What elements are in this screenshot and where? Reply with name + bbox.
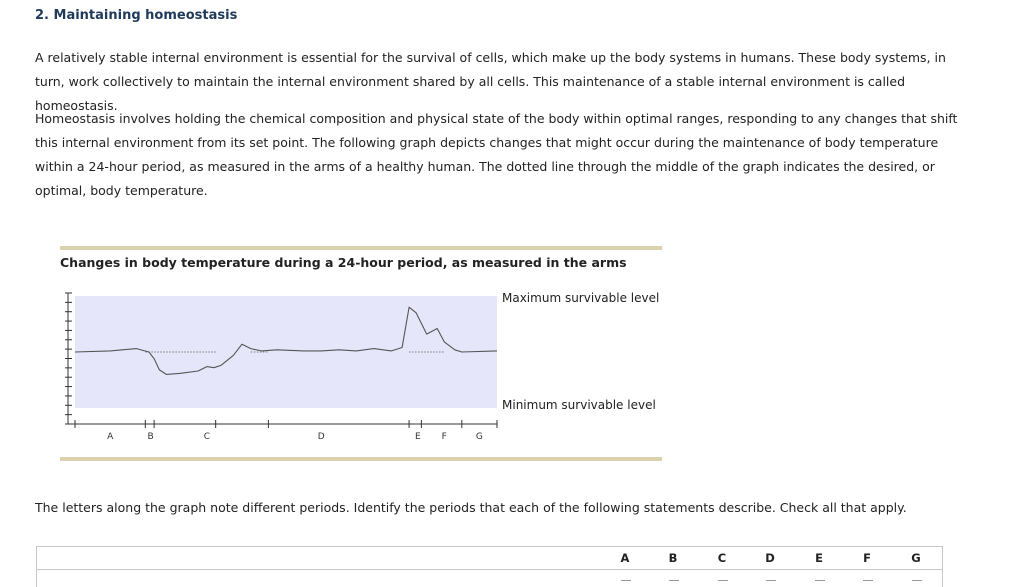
column-header-a: A xyxy=(620,551,630,565)
period-label-f: F xyxy=(441,432,447,442)
chart-title: Changes in body temperature during a 24-hour period, as measured in the arms xyxy=(60,255,627,270)
checkbox-hint-a[interactable] xyxy=(621,580,631,587)
period-label-g: G xyxy=(475,432,483,442)
checkbox-hint-e[interactable] xyxy=(815,580,825,587)
question-title: 2. Maintaining homeostasis xyxy=(35,8,238,23)
column-header-f: F xyxy=(863,551,871,565)
graph-description-paragraph: Homeostasis involves holding the chemical composition and physical state of the body within optimal ranges, responding to any changes that shift this internal environment from its set point. The following graph depicts changes that might occur during the maintenance of body temperature within a 24-hour period, as measured in the arms of a healthy human. The dotted line through the middle of the graph indicates the desired, or optimal, body temperature. xyxy=(35,111,958,198)
period-label-c: C xyxy=(203,432,211,442)
column-header-e: E xyxy=(815,551,823,565)
max-level-label: Maximum survivable level xyxy=(502,291,660,305)
checkbox-hint-c[interactable] xyxy=(718,580,728,587)
period-label-d: D xyxy=(317,432,325,442)
period-label-a: A xyxy=(107,432,114,442)
checkbox-hint-b[interactable] xyxy=(669,580,679,587)
temperature-chart xyxy=(60,246,662,462)
column-header-b: B xyxy=(668,551,678,565)
checkbox-hint-g[interactable] xyxy=(912,580,922,587)
instruction-text: The letters along the graph note different periods. Identify the periods that each of the following statements describe. Check all that apply. xyxy=(35,500,907,515)
chart-bottom-rule xyxy=(60,457,662,461)
min-level-label: Minimum survivable level xyxy=(502,398,656,412)
period-label-e: E xyxy=(415,432,421,442)
checkbox-hint-d[interactable] xyxy=(766,580,776,587)
chart-frame xyxy=(60,246,662,462)
table-header-divider xyxy=(37,569,942,570)
period-label-b: B xyxy=(147,432,154,442)
column-header-d: D xyxy=(765,551,775,565)
intro-paragraph: A relatively stable internal environment is essential for the survival of cells, which make up the body systems in humans. These body systems, in turn, work collectively to maintain the internal environment shared by all cells. This maintenance of a stable internal environment is called homeostasis. xyxy=(35,50,946,113)
column-header-c: C xyxy=(717,551,727,565)
checkbox-hint-f[interactable] xyxy=(863,580,873,587)
column-header-g: G xyxy=(911,551,921,565)
